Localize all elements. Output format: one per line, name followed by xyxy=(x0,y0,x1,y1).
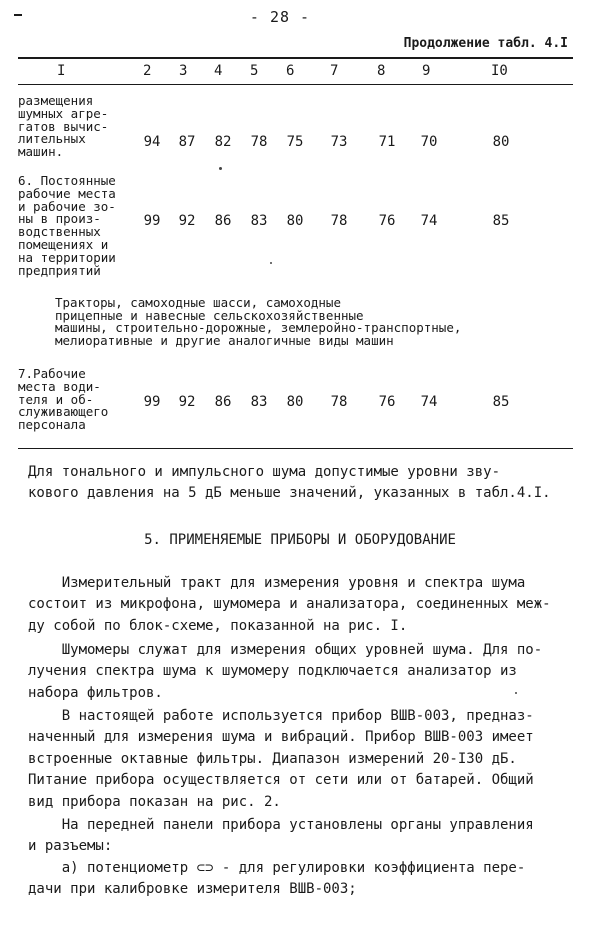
table-cell: 74 xyxy=(420,394,438,410)
table-cell: 78 xyxy=(330,213,348,229)
paragraph: В настоящей работе используется прибор ВШВ-003, предназ- наченный для измерения шума и вибраций. Прибор ВШВ-003 имеет встроенные октавные фильтры. Диапазон измерений 20-I30 дБ. Питание прибора осуществляется от сети или от батарей. Общий вид прибора показан на рис. 2. xyxy=(28,708,534,810)
scan-speck xyxy=(270,262,272,264)
table-cell: 73 xyxy=(330,134,348,150)
paragraph: На передней панели прибора установлены органы управления и разъемы: xyxy=(28,817,534,855)
col-head-2: 2 xyxy=(143,63,152,79)
table-cell: 99 xyxy=(143,394,161,410)
table-cell: 70 xyxy=(420,134,438,150)
col-head-8: 8 xyxy=(377,63,386,79)
col-head-3: 3 xyxy=(179,63,188,79)
col-head-4: 4 xyxy=(214,63,223,79)
table-row-label: размещения шумных агре- гатов вычис- лительных машин. xyxy=(18,93,109,160)
col-head-10: I0 xyxy=(491,63,508,79)
table-row-label: 7.Рабочие места води- теля и об- служивающего персонала xyxy=(18,366,109,433)
paragraph: Шумомеры служат для измерения общих уровней шума. Для по- лучения спектра шума к шумомеру подключается анализатор из набора фильтров. xyxy=(28,642,543,701)
table-cell: 80 xyxy=(286,394,304,410)
table-cell: 85 xyxy=(492,394,510,410)
scan-speck xyxy=(219,167,222,170)
table-note: Для тонального и импульсного шума допустимые уровни зву- кового давления на 5 дБ меньше значений, указанных в табл.4.I. xyxy=(28,464,551,502)
table-cell: 80 xyxy=(492,134,510,150)
table-cell: 94 xyxy=(143,134,161,150)
page-number: - 28 - xyxy=(249,8,311,26)
table-cell: 80 xyxy=(286,213,304,229)
col-head-6: 6 xyxy=(286,63,295,79)
table-cell: 86 xyxy=(214,213,232,229)
table-header-rule xyxy=(18,84,573,85)
table-cell: 87 xyxy=(178,134,196,150)
table-cell: 78 xyxy=(250,134,268,150)
table-cell: 76 xyxy=(378,394,396,410)
table-cell: 92 xyxy=(178,394,196,410)
table-continuation-label: Продолжение табл. 4.I xyxy=(403,36,568,51)
scan-speck xyxy=(515,692,517,694)
col-head-7: 7 xyxy=(330,63,339,79)
table-cell: 74 xyxy=(420,213,438,229)
table-cell: 82 xyxy=(214,134,232,150)
table-cell: 86 xyxy=(214,394,232,410)
table-cell: 99 xyxy=(143,213,161,229)
col-head-9: 9 xyxy=(422,63,431,79)
table-cell: 71 xyxy=(378,134,396,150)
table-cell: 83 xyxy=(250,394,268,410)
col-head-5: 5 xyxy=(250,63,259,79)
table-cell: 78 xyxy=(330,394,348,410)
table-cell: 83 xyxy=(250,213,268,229)
table-top-rule xyxy=(18,57,573,59)
paragraph: Измерительный тракт для измерения уровня и спектра шума состоит из микрофона, шумомера и анализатора, соединенных меж- ду собой по блок-схеме, показанной на рис. I. xyxy=(28,575,551,634)
table-cell: 75 xyxy=(286,134,304,150)
table-cell: 76 xyxy=(378,213,396,229)
table-bottom-rule xyxy=(18,448,573,449)
table-row-label: 6. Постоянные рабочие места и рабочие зо- ны в произ- водственных помещениях и на территории предприятий xyxy=(18,173,116,278)
table-cell: 92 xyxy=(178,213,196,229)
paragraph: а) потенциометр ⊂⊃ - для регулировки коэффициента пере- дачи при калибровке измерителя ВШВ-003; xyxy=(28,860,526,898)
table-cell: 85 xyxy=(492,213,510,229)
table-group-heading: Тракторы, самоходные шасси, самоходные прицепные и навесные сельскохозяйственные машины, строительно-дорожные, землеройно-транспортные, мелиоративные и другие аналогичные виды машин xyxy=(55,295,462,348)
section-title: 5. ПРИМЕНЯЕМЫЕ ПРИБОРЫ И ОБОРУДОВАНИЕ xyxy=(144,532,456,548)
col-head-1: I xyxy=(57,63,66,79)
